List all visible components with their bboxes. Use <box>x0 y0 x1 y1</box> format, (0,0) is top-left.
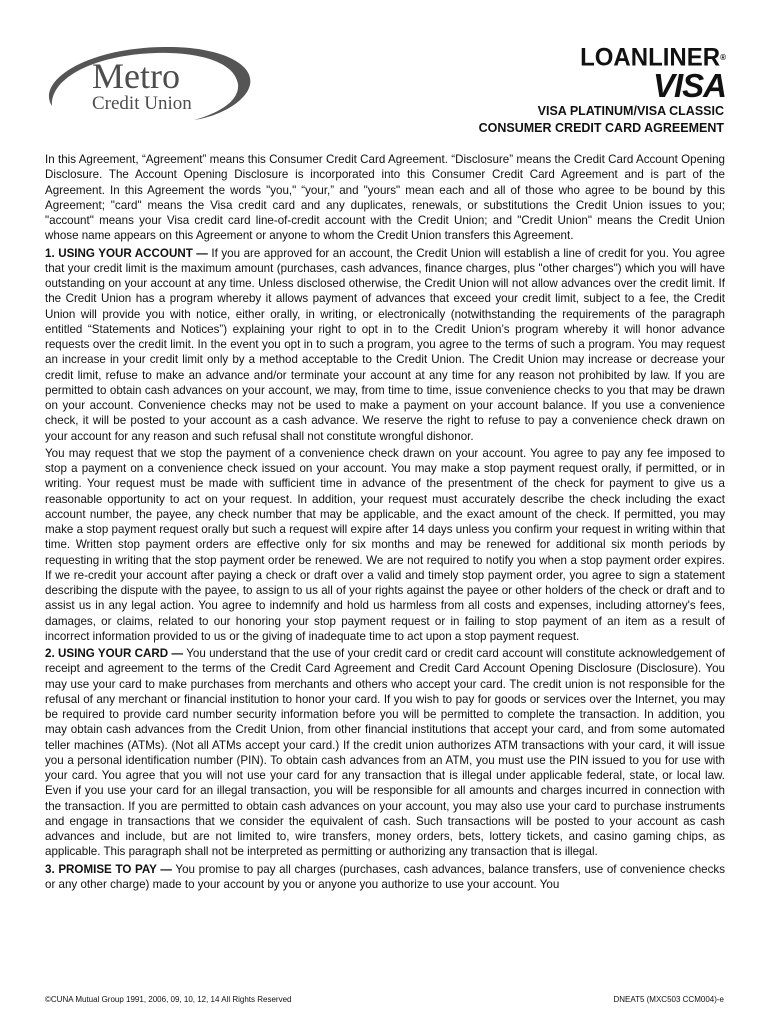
document-title-block <box>479 103 724 137</box>
section-3-text: You promise to pay all charges (purchases, cash advances, balance transfers, use of convenience checks or any other charge) made to your account by you or anyone you authorize to use your account. You <box>45 862 725 891</box>
section-1-text: If you are approved for an account, the Credit Union will establish a line of credit for you. You agree that your credit limit is the maximum amount (purchases, cash advances, finance charges, plus "other charges") which you will have outstanding on your account at any time. Unless disclosed otherwise, the Credit Union will not allow advances over the credit limit. If the Credit Union has a program whereby it allows payment of advances that exceed your credit limit, subject to a fee, the Credit Union will provide you with notice, either orally, in writing, or electronically (notwithstanding the requirements of the paragraph entitled “Statements and Notices”) explaining your right to opt in to the Credit Union’s program whereby it will honor advance requests over the credit limit. In the event you opt in to such a program, you agree to the terms of such a program. You may request an increase in your credit limit only by a method acceptable to the Credit Union. The Credit Union may increase or decrease your credit limit, refuse to make an advance and/or terminate your account at any time for any reason not prohibited by law. If you are permitted to obtain cash advances on your account, we may, from time to time, issue convenience checks to you that may be drawn on your account. Convenience checks may not be used to make a payment on your account balance. If you use a convenience check, it will be posted to your account as a cash advance. We reserve the right to refuse to pay a convenience check drawn on your account for any reason and such refusal shall not constitute wrongful dishonor. <box>45 246 725 443</box>
metro-credit-union-logo <box>44 44 259 124</box>
logo-metro-text: Metro <box>92 56 180 96</box>
section-3-paragraph <box>45 862 725 893</box>
section-3-heading: 3. PROMISE TO PAY — <box>45 862 172 876</box>
section-1-paragraph <box>45 246 725 444</box>
intro-paragraph: In this Agreement, “Agreement” means this Consumer Credit Card Agreement. “Disclosure” means the Credit Card Account Opening Disclosure. The Account Opening Disclosure is incorporated into this Consumer Credit Card Agreement and is part of the Agreement. In this Agreement the words "you," “your,” and "yours" mean each and all of those who agree to be bound by this Agreement; "card" means the Visa credit card and any duplicates, renewals, or substitutions the Credit Union issues to you; "account" means your Visa credit card line-of-credit account with the Credit Union; and "Credit Union" means the Credit Union whose name appears on this Agreement or anyone to whom the Credit Union transfers this Agreement. <box>45 153 725 243</box>
section-1-heading: 1. USING YOUR ACCOUNT — <box>45 246 208 260</box>
title-line-2: CONSUMER CREDIT CARD AGREEMENT <box>478 121 724 135</box>
loanliner-visa-logo <box>580 43 726 104</box>
section-2-paragraph <box>45 646 725 860</box>
visa-logo-text: VISA <box>652 67 726 104</box>
title-line-1: VISA PLATINUM/VISA CLASSIC <box>537 104 724 118</box>
loanliner-logo-text: LOANLINER® <box>580 43 726 72</box>
stop-payment-paragraph: You may request that we stop the payment of a convenience check drawn on your account. You agree to pay any fee imposed to stop a payment on a convenience check issued on your account. You may make a stop payment request orally, if permitted, or in writing. Your request must be made with sufficient time in advance of the presentment of the check for payment to give us a reasonable opportunity to act on your request. In addition, your request must accurately describe the check including the exact account number, the payee, any check number that may be applicable, and the exact amount of the check. If permitted, you may make a stop payment request orally but such a request will expire after 14 days unless you confirm your request in writing within that time. Written stop payment orders are effective only for six months and may be renewed for additional six month periods by requesting in writing that the stop payment order be renewed. We are not required to notify you when a stop payment order expires. If we re-credit your account after paying a check or draft over a valid and timely stop payment order, you agree to sign a statement describing the dispute with the payee, to assign to us all of your rights against the payee or other holders of the check or draft and to assist us in any legal action. You agree to indemnify and hold us harmless from all costs and expenses, including attorney's fees, damages, or claims, related to our honoring your stop payment request or in failing to stop payment of an item as a result of incorrect information provided to us or the giving of inadequate time to act upon a stop payment request. <box>45 446 725 643</box>
agreement-body <box>45 152 725 894</box>
registered-mark: ® <box>720 52 726 63</box>
section-2-text: You understand that the use of your credit card or credit card account will constitute acknowledgement of receipt and agreement to the terms of the Credit Card Agreement and Credit Card Account Opening Disclosure (Disclosure). You may use your card to make purchases from merchants and others who accept your card. The credit union is not responsible for the refusal of any merchant or financial institution to honor your card. If you wish to pay for goods or services over the Internet, you may be required to provide card number security information before you will be permitted to complete the transaction. In addition, you may obtain cash advances from the Credit Union, from other financial institutions that accept your card, and from some automated teller machines (ATMs). (Not all ATMs accept your card.) If the credit union authorizes ATM transactions with your card, it will issue you a personal identification number (PIN). To obtain cash advances from an ATM, you must use the PIN issued to you for use with your card. You agree that you will not use your card for any transaction that is illegal under applicable federal, state, or local law. Even if you use your card for an illegal transaction, you will be responsible for all amounts and charges incurred in connection with the transaction. If you are permitted to obtain cash advances on your account, you may also use your card to purchase instruments and engage in transactions that we consider the equivalent of cash. Such transactions will be posted to your account as cash advances and include, but are not limited to, wire transfers, money orders, bets, lottery tickets, and casino gaming chips, as applicable. This paragraph shall not be interpreted as permitting or authorizing any transaction that is illegal. <box>45 647 725 859</box>
logo-credit-union-text: Credit Union <box>92 93 192 114</box>
footer-form-code: DNEAT5 (MXC503 CCM004)-e <box>613 995 724 1004</box>
footer-copyright: ©CUNA Mutual Group 1991, 2006, 09, 10, 12, 14 All Rights Reserved <box>45 995 292 1004</box>
section-2-heading: 2. USING YOUR CARD — <box>45 647 184 660</box>
